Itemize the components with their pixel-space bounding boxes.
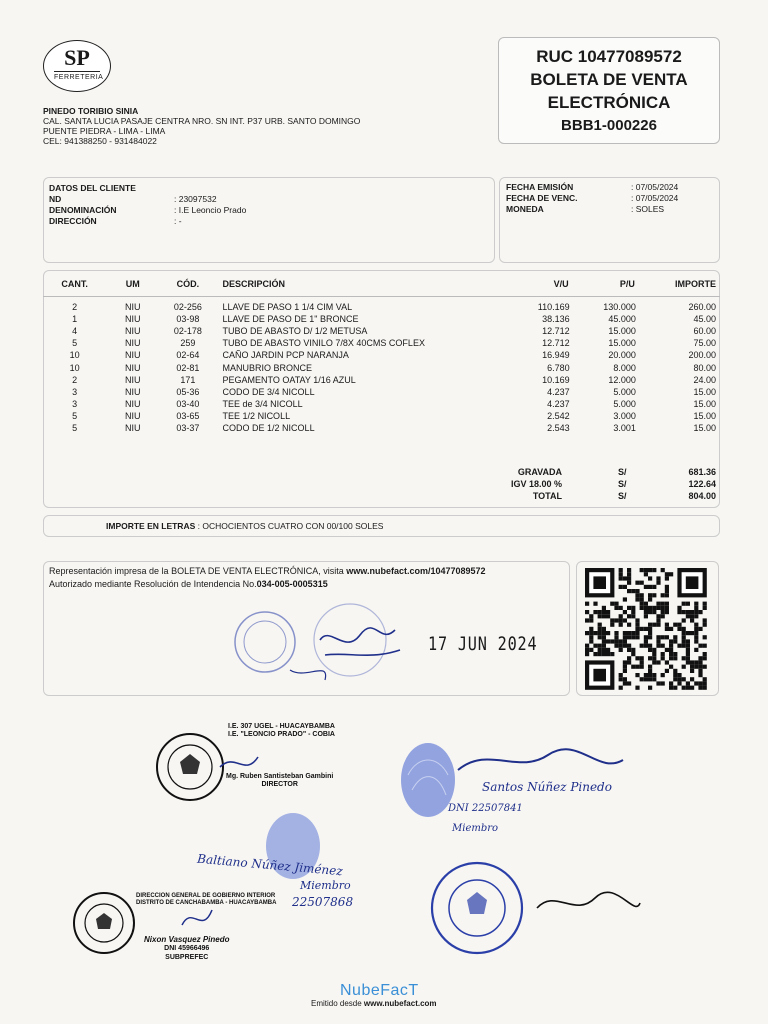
representation-text: Representación impresa de la BOLETA DE VENTA ELECTRÓNICA, visita <box>49 566 347 576</box>
item-amount: 45.00 <box>693 314 716 325</box>
document-type-line1: BOLETA DE VENTA <box>530 70 688 89</box>
item-unit-price: 130.000 <box>603 302 636 313</box>
item-code: 02-81 <box>176 362 200 373</box>
item-um: NIU <box>125 350 141 361</box>
item-unit-value: 4.237 <box>547 386 570 397</box>
item-qty: 1 <box>72 314 78 325</box>
items-table <box>43 272 720 434</box>
dates-box <box>499 177 720 263</box>
ie-stamp-line2: I.E. "LEONCIO PRADO" - COBIA <box>228 731 335 738</box>
council-seal-area <box>425 858 725 958</box>
fingerprint-icon <box>401 743 455 817</box>
item-description: CAÑO JARDIN PCP NARANJA <box>222 350 349 361</box>
item-description: MANUBRIO BRONCE <box>222 362 313 373</box>
authorization-text: Autorizado mediante Resolución de Intendencia No. <box>49 579 257 589</box>
item-amount: 15.00 <box>693 398 716 409</box>
item-amount: 60.00 <box>693 326 716 337</box>
item-amount: 24.00 <box>693 374 716 385</box>
subprefect-stamp-text <box>136 893 276 907</box>
client-address-label: DIRECCIÓN <box>49 216 97 226</box>
item-description: TUBO DE ABASTO VINILO 7/8X 40CMS COFLEX <box>222 338 425 349</box>
item-unit-value: 2.543 <box>547 422 570 433</box>
table-row <box>43 398 720 410</box>
total-gravada-row <box>480 466 716 478</box>
item-unit-price: 15.000 <box>608 326 636 337</box>
igv-label: IGV 18.00 % <box>510 479 562 489</box>
qr-box <box>576 561 719 696</box>
item-code: 03-37 <box>176 422 200 433</box>
table-row <box>43 301 720 313</box>
signature-icon <box>458 749 623 770</box>
item-description: CODO DE 3/4 NICOLL <box>222 386 315 397</box>
logo-initials: SP <box>64 45 90 70</box>
due-date-value: : 07/05/2024 <box>631 193 679 203</box>
subprefect-role: SUBPREFEC <box>165 954 209 961</box>
col-header-code: CÓD. <box>159 272 216 297</box>
item-qty: 10 <box>69 350 80 361</box>
subprefect-dni: DNI 45966496 <box>164 945 210 952</box>
item-code: 171 <box>180 374 196 385</box>
ie-director-name: Mg. Ruben Santisteban Gambini <box>226 773 334 780</box>
amount-words-label: IMPORTE EN LETRAS <box>106 521 196 531</box>
qr-code-icon <box>585 568 711 690</box>
client-name-value: : I.E Leoncio Prado <box>174 205 247 215</box>
item-um: NIU <box>125 422 141 433</box>
issuer-address: CAL. SANTA LUCIA PASAJE CENTRA NRO. SN INT. P37 URB. SANTO DOMINGO <box>43 116 361 126</box>
item-qty: 5 <box>72 410 78 421</box>
item-unit-price: 12.000 <box>608 374 636 385</box>
received-date-stamp: 17 JUN 2024 <box>428 633 538 655</box>
item-unit-price: 8.000 <box>613 362 636 373</box>
signature-icon <box>182 910 212 925</box>
subprefect-block <box>144 935 230 962</box>
signer-1-name: Santos Núñez Pinedo <box>482 780 612 794</box>
item-um: NIU <box>125 362 141 373</box>
item-unit-value: 4.237 <box>547 398 570 409</box>
total-row <box>480 490 716 502</box>
item-description: TUBO DE ABASTO D/ 1/2 METUSA <box>222 326 368 337</box>
table-row <box>43 337 720 349</box>
subprefect-stamp-line2: DISTRITO DE CANCHABAMBA - HUACAYBAMBA <box>136 900 277 906</box>
item-amount: 75.00 <box>693 338 716 349</box>
client-nd-label: ND <box>49 194 62 204</box>
item-um: NIU <box>125 386 141 397</box>
item-description: TEE 1/2 NICOLL <box>222 410 291 421</box>
item-code: 02-64 <box>176 350 200 361</box>
item-unit-price: 45.000 <box>608 314 636 325</box>
document-number: BBB1-000226 <box>561 117 657 134</box>
item-um: NIU <box>125 302 141 313</box>
item-unit-value: 38.136 <box>542 314 570 325</box>
signature-icon <box>537 892 640 908</box>
table-row <box>43 386 720 398</box>
table-row <box>43 349 720 361</box>
item-um: NIU <box>125 338 141 349</box>
currency-value: : SOLES <box>631 204 665 214</box>
item-description: TEE de 3/4 NICOLL <box>222 398 303 409</box>
representation-line2 <box>49 578 564 591</box>
item-unit-price: 20.000 <box>608 350 636 361</box>
item-um: NIU <box>125 374 141 385</box>
item-unit-value: 110.169 <box>537 302 570 313</box>
item-unit-price: 3.001 <box>613 422 636 433</box>
item-code: 02-178 <box>173 326 202 337</box>
emitted-text: Emitido desde <box>311 999 364 1008</box>
item-amount: 260.00 <box>688 302 716 313</box>
subprefect-name: Nixon Vasquez Pinedo <box>144 935 230 944</box>
item-amount: 15.00 <box>693 422 716 433</box>
item-unit-price: 15.000 <box>608 338 636 349</box>
item-um: NIU <box>125 314 141 325</box>
item-qty: 3 <box>72 386 78 397</box>
col-header-unit-price: P/U <box>570 272 636 297</box>
igv-currency: S/ <box>618 479 627 489</box>
document-id-box <box>498 37 720 144</box>
emission-date-value: : 07/05/2024 <box>631 182 679 192</box>
item-unit-value: 2.542 <box>547 410 570 421</box>
issuer-info <box>43 106 360 146</box>
item-qty: 2 <box>72 374 78 385</box>
amount-words-value: : OCHOCIENTOS CUATRO CON 00/100 SOLES <box>197 521 384 531</box>
item-unit-price: 5.000 <box>613 386 636 397</box>
table-row <box>43 410 720 422</box>
items-header-row <box>43 272 720 297</box>
item-um: NIU <box>125 398 141 409</box>
col-header-amount: IMPORTE <box>636 272 720 297</box>
ie-stamp-text <box>228 723 335 739</box>
item-unit-price: 3.000 <box>613 410 636 421</box>
signer-2-dni: 22507868 <box>292 895 354 909</box>
gravada-value: 681.36 <box>688 467 716 477</box>
total-value: 804.00 <box>688 491 716 501</box>
issuer-district: PUENTE PIEDRA - LIMA - LIMA <box>43 126 166 136</box>
client-nd-value: : 23097532 <box>174 194 217 204</box>
currency-label: MONEDA <box>506 204 544 214</box>
ie-stamp-line1: I.E. 307 UGEL - HUACAYBAMBA <box>228 723 335 730</box>
issuer-name: PINEDO TORIBIO SINIA <box>43 106 139 116</box>
item-qty: 4 <box>72 326 78 337</box>
due-date-label: FECHA DE VENC. <box>506 193 578 203</box>
table-row <box>43 422 720 434</box>
table-row <box>43 325 720 337</box>
signer-2-role: Miembro <box>300 879 351 892</box>
total-label: TOTAL <box>532 491 562 501</box>
table-row <box>43 313 720 325</box>
totals-block <box>480 466 716 502</box>
item-qty: 10 <box>69 362 80 373</box>
item-unit-value: 12.712 <box>542 338 570 349</box>
item-qty: 5 <box>72 338 78 349</box>
total-igv-row <box>480 478 716 490</box>
item-code: 05-36 <box>176 386 200 397</box>
item-unit-value: 10.169 <box>542 374 570 385</box>
item-unit-value: 16.949 <box>542 350 570 361</box>
nubefact-logo: NubeFacT <box>340 982 419 999</box>
total-currency: S/ <box>618 491 627 501</box>
ruc-number: RUC 10477089572 <box>536 47 682 66</box>
ie-director-role: DIRECTOR <box>261 781 298 788</box>
item-code: 02-256 <box>173 302 202 313</box>
col-header-description: DESCRIPCIÓN <box>217 272 491 297</box>
item-qty: 2 <box>72 302 78 313</box>
client-address-value: : - <box>174 216 182 226</box>
item-description: CODO DE 1/2 NICOLL <box>222 422 315 433</box>
nubefact-verify-link[interactable]: www.nubefact.com/10477089572 <box>346 566 486 576</box>
item-description: LLAVE DE PASO DE 1" BRONCE <box>222 314 359 325</box>
item-qty: 5 <box>72 422 78 433</box>
item-description: PEGAMENTO OATAY 1/16 AZUL <box>222 374 356 385</box>
col-header-qty: CANT. <box>43 272 106 297</box>
gravada-label: GRAVADA <box>517 467 562 477</box>
item-code: 03-98 <box>176 314 200 325</box>
item-unit-value: 6.780 <box>547 362 570 373</box>
amount-in-words-box <box>43 515 720 537</box>
emission-date-label: FECHA EMISIÓN <box>506 182 574 192</box>
item-code: 259 <box>180 338 196 349</box>
signature-icon <box>320 628 400 655</box>
client-data-box <box>43 177 495 263</box>
emitted-from <box>311 999 437 1008</box>
table-row <box>43 374 720 386</box>
emitted-url-link[interactable]: www.nubefact.com <box>363 999 437 1008</box>
item-um: NIU <box>125 410 141 421</box>
item-code: 03-65 <box>176 410 200 421</box>
col-header-unit-value: V/U <box>491 272 570 297</box>
document-type-line2: ELECTRÓNICA <box>547 93 671 112</box>
client-name-label: DENOMINACIÓN <box>49 205 117 215</box>
signer-2-name: Baltiano Núñez Jiménez <box>196 851 344 879</box>
item-qty: 3 <box>72 398 78 409</box>
item-unit-price: 5.000 <box>613 398 636 409</box>
item-unit-value: 12.712 <box>542 326 570 337</box>
col-header-um: UM <box>106 272 159 297</box>
issuer-phone: CEL: 941388250 - 931484022 <box>43 136 157 146</box>
company-logo <box>43 40 111 92</box>
representation-line1 <box>49 565 564 578</box>
igv-value: 122.64 <box>688 479 716 489</box>
item-description: LLAVE DE PASO 1 1/4 CIM VAL <box>222 302 353 313</box>
item-amount: 15.00 <box>693 410 716 421</box>
client-section-label: DATOS DEL CLIENTE <box>49 183 136 193</box>
table-row <box>43 361 720 373</box>
item-um: NIU <box>125 326 141 337</box>
item-amount: 15.00 <box>693 386 716 397</box>
signer-1-role: Miembro <box>452 823 499 834</box>
gravada-currency: S/ <box>618 467 627 477</box>
ie-director-block <box>226 773 333 789</box>
authorization-number: 034-005-0005315 <box>256 579 328 589</box>
logo-subtitle: FERRETERIA <box>54 71 100 81</box>
subprefect-stamp-line1: DIRECCION GENERAL DE GOBIERNO INTERIOR <box>136 893 276 899</box>
signer-1-dni: DNI 22507841 <box>448 803 523 814</box>
item-amount: 200.00 <box>688 350 716 361</box>
item-code: 03-40 <box>176 398 200 409</box>
item-amount: 80.00 <box>693 362 716 373</box>
